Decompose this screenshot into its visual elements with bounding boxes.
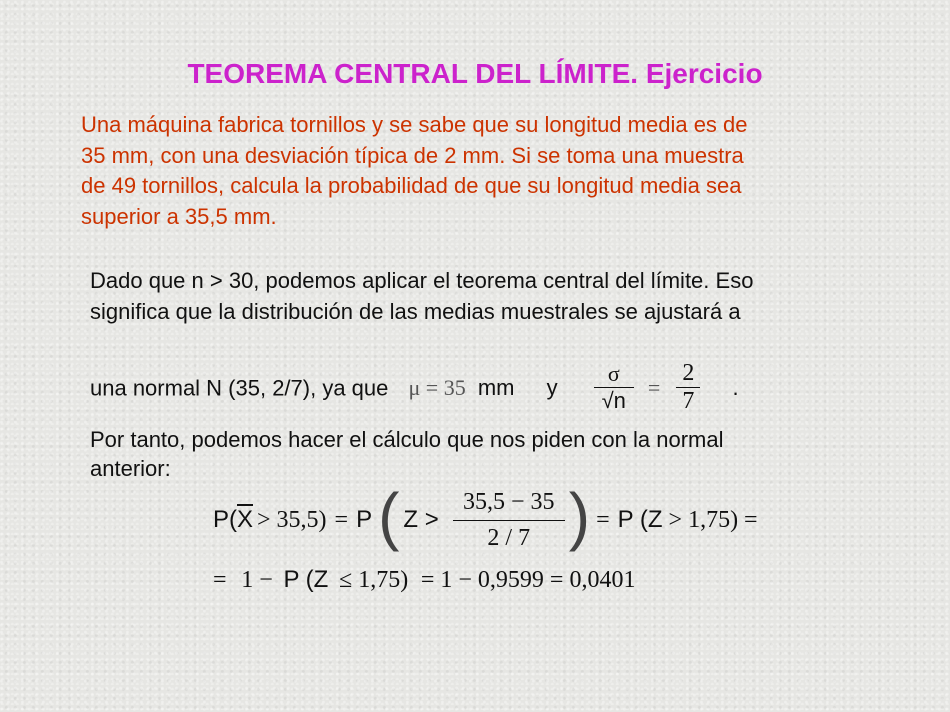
prob-z-2: P (Z: [283, 566, 329, 593]
x-bar: $\overline{X}$: [237, 506, 254, 533]
problem-statement: [81, 110, 901, 232]
normal-text: una normal N (35, 2/7), ya que: [90, 375, 389, 401]
sigma-over-sqrt-n: $\frac{\sigma}{√n}$: [594, 361, 634, 414]
period: .: [732, 375, 739, 401]
calc-line: Por tanto, podemos hacer el cálculo que nos piden con la normal: [90, 427, 724, 452]
z-rest: > 1,75) =: [668, 506, 758, 533]
z-numerator: 35,5 − 35: [462, 488, 555, 515]
z-fraction: [453, 489, 565, 552]
problem-line: superior a 35,5 mm.: [81, 203, 277, 229]
n-symbol: n: [613, 388, 626, 413]
equation-1: P( $\overline{X}$ > 35,5) = P ( Z > $\frac{35,5 - 35}{2 / 7}$ ) = P (Z > 1,75) =: [213, 480, 758, 552]
calc-line: anterior:: [90, 456, 171, 481]
equals-1: =: [334, 506, 349, 533]
calculation-intro: [90, 425, 910, 483]
problem-line: 35 mm, con una desviación típica de 2 mm. Si se toma una muestra: [81, 142, 744, 168]
z-denominator: 2 / 7: [487, 524, 531, 551]
leq-value: ≤ 1,75): [339, 567, 409, 593]
mu-equation: μ = 35: [408, 375, 466, 401]
gt-value: > 35,5): [257, 506, 327, 533]
explanation-line: Dado que n > 30, podemos aplicar el teorema central del límite. Eso: [90, 268, 754, 293]
fraction-denominator: 7: [682, 388, 695, 414]
one-minus: 1 −: [241, 567, 273, 593]
equation-2: [213, 566, 635, 594]
prob-open: P(: [213, 506, 237, 533]
explanation-paragraph: [90, 265, 910, 327]
prob-p: P: [356, 506, 373, 533]
z-gt: Z >: [403, 506, 439, 533]
problem-line: Una máquina fabrica tornillos y se sabe que su longitud media es de: [81, 112, 748, 137]
slide-title: TEOREMA CENTRAL DEL LÍMITE. Ejercicio: [187, 58, 763, 89]
normal-distribution-line: una normal N (35, 2/7), ya que μ = 35 mm y $\frac{\sigma}{√n}$ = $\frac{2}{7}$ .: [90, 360, 739, 414]
mm-unit: mm: [477, 375, 515, 401]
fraction-numerator: 2: [682, 360, 695, 386]
and-word: y: [546, 375, 558, 401]
two-sevenths-fraction: [676, 360, 700, 415]
prob-z: P (Z: [617, 506, 663, 533]
problem-line: de 49 tornillos, calcula la probabilidad de que su longitud media sea: [81, 173, 742, 198]
sigma-symbol: σ: [607, 361, 620, 386]
explanation-line: significa que la distribución de las medias muestrales se ajustará a: [90, 299, 741, 324]
final-result: = 1 − 0,9599 = 0,0401: [420, 567, 636, 593]
equals-3: =: [213, 567, 227, 593]
equals-2: =: [596, 506, 610, 533]
